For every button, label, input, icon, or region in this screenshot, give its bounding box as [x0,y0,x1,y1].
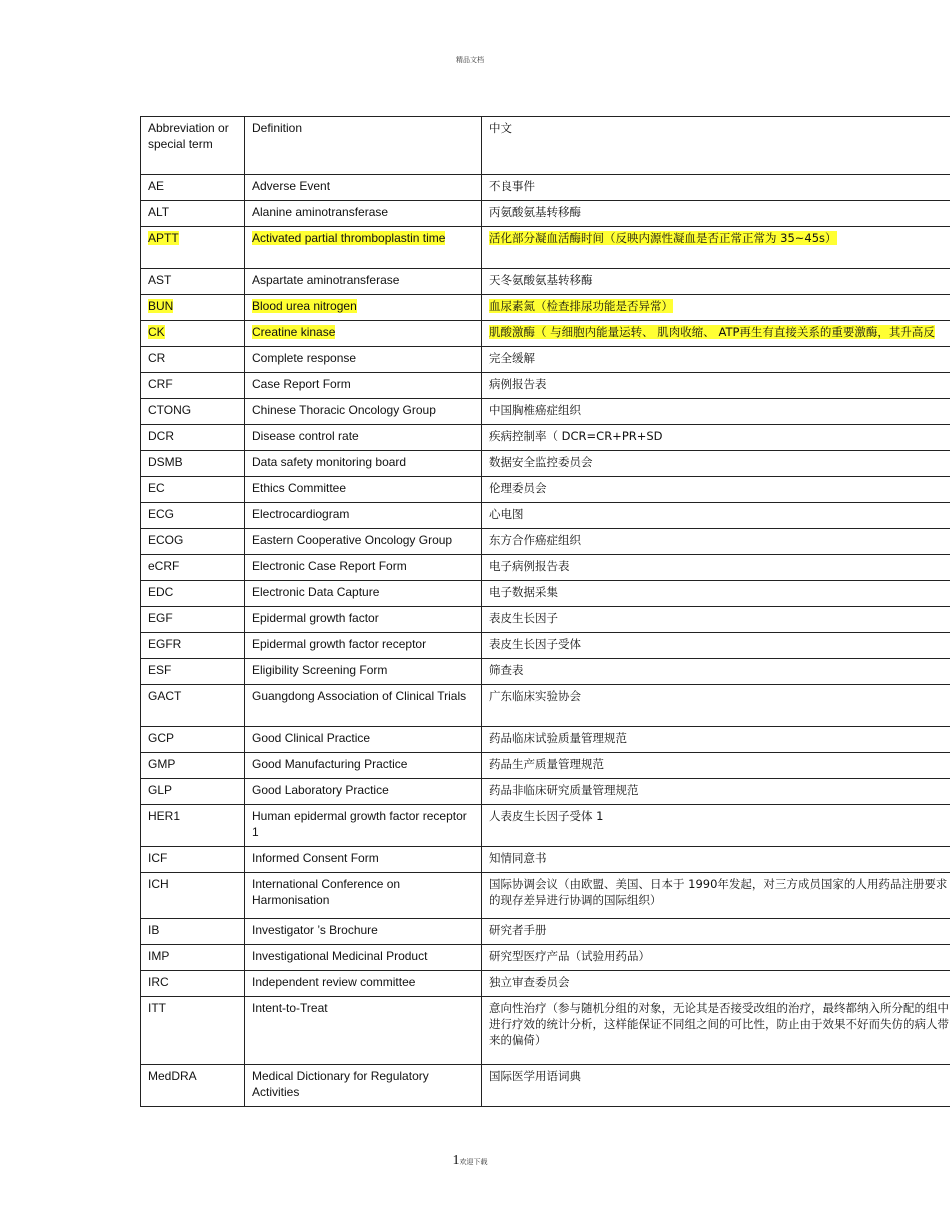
definition-cell: Guangdong Association of Clinical Trials [245,685,482,727]
definition-cell: Activated partial thromboplastin time [245,227,482,269]
chinese-cell: 伦理委员会 [482,477,950,503]
abbreviation-cell: GCP [141,727,245,753]
definition-cell: Good Clinical Practice [245,727,482,753]
abbreviation-cell: DSMB [141,451,245,477]
table-row [141,997,950,1065]
chinese-cell: 表皮生长因子受体 [482,633,950,659]
chinese-cell: 人表皮生长因子受体 1 [482,805,950,847]
table-row [141,477,950,503]
abbreviation-cell: eCRF [141,555,245,581]
abbreviation-cell: HER1 [141,805,245,847]
abbreviation-cell: ECG [141,503,245,529]
definition-cell: Investigator ’s Brochure [245,919,482,945]
definition-cell: Independent review committee [245,971,482,997]
table-row [141,873,950,919]
definition-cell: Blood urea nitrogen [245,295,482,321]
definition-cell: Electrocardiogram [245,503,482,529]
definition-cell: Alanine aminotransferase [245,201,482,227]
table-row [141,425,950,451]
page-footer [0,1151,940,1169]
table-body [141,175,950,1107]
abbreviation-cell: CR [141,347,245,373]
chinese-cell: 东方合作癌症组织 [482,529,950,555]
table-row [141,1065,950,1107]
chinese-cell: 活化部分凝血活酶时间（反映内源性凝血是否正常正常为 35~45s） [482,227,950,269]
definition-cell: Good Manufacturing Practice [245,753,482,779]
abbreviation-cell: ESF [141,659,245,685]
chinese-cell: 研究者手册 [482,919,950,945]
abbreviation-cell: AE [141,175,245,201]
chinese-cell: 完全缓解 [482,347,950,373]
chinese-cell: 天冬氨酸氨基转移酶 [482,269,950,295]
chinese-cell: 心电图 [482,503,950,529]
table-row [141,555,950,581]
chinese-cell: 不良事件 [482,175,950,201]
abbreviation-cell: CTONG [141,399,245,425]
chinese-cell: 肌酸激酶（ 与细胞内能量运转、 肌肉收缩、 ATP再生有直接关系的重要激酶，其升高反 [482,321,950,347]
chinese-cell: 数据安全监控委员会 [482,451,950,477]
definition-cell: Eligibility Screening Form [245,659,482,685]
chinese-cell: 药品生产质量管理规范 [482,753,950,779]
chinese-cell: 电子病例报告表 [482,555,950,581]
chinese-cell: 研究型医疗产品（试验用药品） [482,945,950,971]
table-row [141,321,950,347]
abbreviation-cell: MedDRA [141,1065,245,1107]
chinese-cell: 知情同意书 [482,847,950,873]
table-row [141,685,950,727]
table-row [141,945,950,971]
definition-cell: Epidermal growth factor receptor [245,633,482,659]
table-row [141,971,950,997]
column-header-definition: Definition [245,117,482,175]
abbreviation-cell: GLP [141,779,245,805]
table-row [141,659,950,685]
chinese-cell: 电子数据采集 [482,581,950,607]
abbreviation-cell: IRC [141,971,245,997]
definition-cell: Disease control rate [245,425,482,451]
definition-cell: Electronic Data Capture [245,581,482,607]
definition-cell: Investigational Medicinal Product [245,945,482,971]
table-row [141,227,950,269]
chinese-cell: 国际医学用语词典 [482,1065,950,1107]
abbreviation-table [140,116,950,1107]
page-header: 精品文档 [456,57,484,64]
abbreviation-cell: ITT [141,997,245,1065]
definition-cell: Electronic Case Report Form [245,555,482,581]
abbreviation-cell: AST [141,269,245,295]
definition-cell: Adverse Event [245,175,482,201]
abbreviation-cell: ALT [141,201,245,227]
table-row [141,175,950,201]
definition-cell: Eastern Cooperative Oncology Group [245,529,482,555]
abbreviation-cell: IB [141,919,245,945]
table-row [141,753,950,779]
table-row [141,373,950,399]
table-row [141,399,950,425]
definition-cell: Complete response [245,347,482,373]
abbreviation-cell: EDC [141,581,245,607]
table-row [141,347,950,373]
definition-cell: International Conference on Harmonisation [245,873,482,919]
page-number: 1 [452,1153,460,1168]
definition-cell: Chinese Thoracic Oncology Group [245,399,482,425]
definition-cell: Aspartate aminotransferase [245,269,482,295]
abbreviation-cell: EGFR [141,633,245,659]
abbreviation-cell: APTT [141,227,245,269]
column-header-chinese: 中文 [482,117,950,175]
chinese-cell: 意向性治疗（参与随机分组的对象，无论其是否接受改组的治疗，最终都纳入所分配的组中进行疗效的统计分析，这样能保证不同组之间的可比性，防止由于效果不好而失仿的病人带来的偏倚） [482,997,950,1065]
definition-cell: Good Laboratory Practice [245,779,482,805]
abbreviation-cell: CRF [141,373,245,399]
definition-cell: Case Report Form [245,373,482,399]
abbreviation-cell: GMP [141,753,245,779]
chinese-cell: 表皮生长因子 [482,607,950,633]
abbreviation-cell: ECOG [141,529,245,555]
table-row [141,727,950,753]
chinese-cell: 独立审查委员会 [482,971,950,997]
chinese-cell: 疾病控制率（ DCR=CR+PR+SD [482,425,950,451]
definition-cell: Creatine kinase [245,321,482,347]
column-header-abbreviation: Abbreviation or special term [141,117,245,175]
table-row [141,633,950,659]
definition-cell: Intent-to-Treat [245,997,482,1065]
abbreviation-cell: BUN [141,295,245,321]
table-row [141,805,950,847]
table-row [141,919,950,945]
table-row [141,201,950,227]
table-row [141,607,950,633]
table-row [141,847,950,873]
definition-cell: Data safety monitoring board [245,451,482,477]
abbreviation-cell: ICF [141,847,245,873]
abbreviation-cell: ICH [141,873,245,919]
chinese-cell: 药品非临床研究质量管理规范 [482,779,950,805]
definition-cell: Medical Dictionary for Regulatory Activities [245,1065,482,1107]
chinese-cell: 丙氨酸氨基转移酶 [482,201,950,227]
table-header-row [141,117,950,175]
chinese-cell: 广东临床实验协会 [482,685,950,727]
abbreviation-cell: IMP [141,945,245,971]
definition-cell: Ethics Committee [245,477,482,503]
chinese-cell: 血尿素氮（检查排尿功能是否异常） [482,295,950,321]
table-row [141,451,950,477]
abbreviation-cell: CK [141,321,245,347]
definition-cell: Human epidermal growth factor receptor 1 [245,805,482,847]
table-row [141,295,950,321]
chinese-cell: 中国胸椎癌症组织 [482,399,950,425]
footer-note: 欢迎下载 [459,1158,488,1166]
table-row [141,779,950,805]
abbreviation-cell: EC [141,477,245,503]
definition-cell: Epidermal growth factor [245,607,482,633]
table-row [141,269,950,295]
chinese-cell: 药品临床试验质量管理规范 [482,727,950,753]
abbreviation-cell: GACT [141,685,245,727]
table-row [141,581,950,607]
table-row [141,503,950,529]
chinese-cell: 筛查表 [482,659,950,685]
abbreviation-cell: DCR [141,425,245,451]
chinese-cell: 国际协调会议（由欧盟、美国、日本于 1990年发起，对三方成员国家的人用药品注册要求的现存差异进行协调的国际组织） [482,873,950,919]
table-row [141,529,950,555]
chinese-cell: 病例报告表 [482,373,950,399]
abbreviation-cell: EGF [141,607,245,633]
definition-cell: Informed Consent Form [245,847,482,873]
